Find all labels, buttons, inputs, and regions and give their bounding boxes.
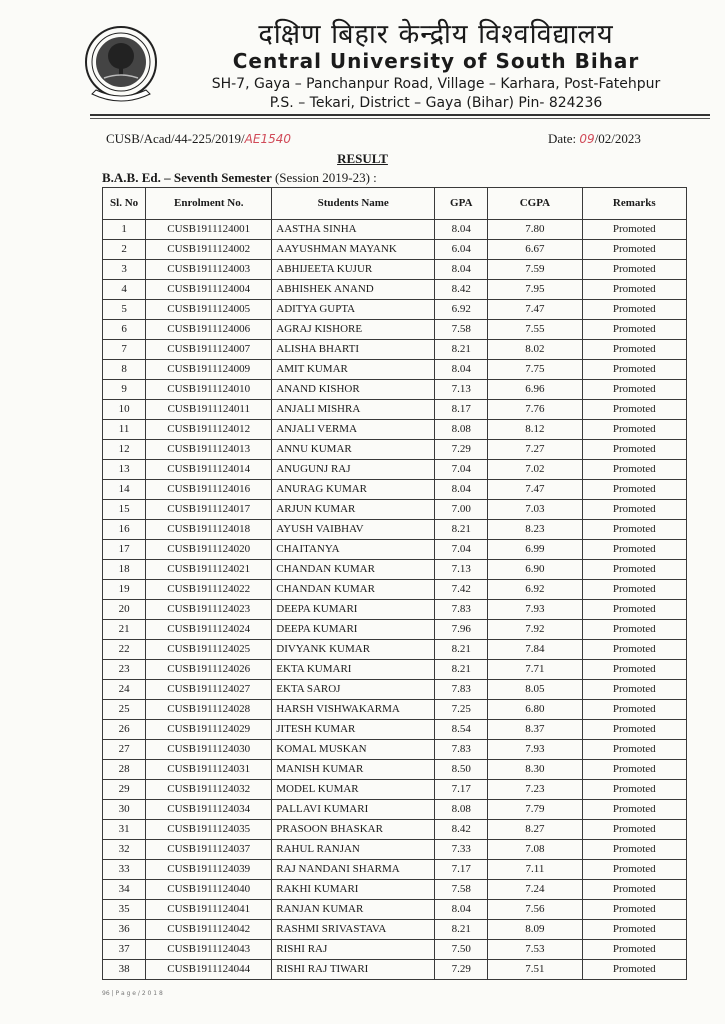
table-row	[103, 760, 687, 780]
row-gpa: 8.21	[435, 920, 488, 940]
row-sl-no: 26	[103, 720, 146, 740]
row-student-name: RISHI RAJ TIWARI	[272, 960, 435, 980]
row-remarks: Promoted	[582, 280, 686, 300]
table-row	[103, 220, 687, 240]
row-sl-no: 24	[103, 680, 146, 700]
table-header-row	[103, 188, 687, 220]
row-remarks: Promoted	[582, 500, 686, 520]
row-enrolment: CUSB1911124007	[146, 340, 272, 360]
header-cgpa: CGPA	[488, 188, 582, 220]
row-cgpa: 6.80	[488, 700, 582, 720]
program-subtitle	[102, 170, 377, 186]
table-row	[103, 520, 687, 540]
row-cgpa: 7.11	[488, 860, 582, 880]
row-student-name: AMIT KUMAR	[272, 360, 435, 380]
row-sl-no: 33	[103, 860, 146, 880]
table-row	[103, 400, 687, 420]
table-row	[103, 920, 687, 940]
row-cgpa: 7.92	[488, 620, 582, 640]
row-student-name: RAKHI KUMARI	[272, 880, 435, 900]
row-student-name: RISHI RAJ	[272, 940, 435, 960]
reference-handwritten: AE1540	[244, 132, 292, 146]
row-gpa: 7.29	[435, 440, 488, 460]
row-enrolment: CUSB1911124012	[146, 420, 272, 440]
row-student-name: RAJ NANDANI SHARMA	[272, 860, 435, 880]
row-enrolment: CUSB1911124002	[146, 240, 272, 260]
row-student-name: ANURAG KUMAR	[272, 480, 435, 500]
row-cgpa: 8.05	[488, 680, 582, 700]
row-cgpa: 7.53	[488, 940, 582, 960]
row-cgpa: 7.84	[488, 640, 582, 660]
table-row	[103, 940, 687, 960]
row-gpa: 8.50	[435, 760, 488, 780]
row-gpa: 7.83	[435, 680, 488, 700]
row-gpa: 7.33	[435, 840, 488, 860]
row-sl-no: 25	[103, 700, 146, 720]
row-remarks: Promoted	[582, 900, 686, 920]
table-row	[103, 840, 687, 860]
row-cgpa: 8.09	[488, 920, 582, 940]
row-sl-no: 19	[103, 580, 146, 600]
row-cgpa: 7.02	[488, 460, 582, 480]
row-student-name: JITESH KUMAR	[272, 720, 435, 740]
row-gpa: 7.96	[435, 620, 488, 640]
row-enrolment: CUSB1911124041	[146, 900, 272, 920]
table-row	[103, 440, 687, 460]
row-cgpa: 7.56	[488, 900, 582, 920]
row-remarks: Promoted	[582, 800, 686, 820]
row-student-name: AGRAJ KISHORE	[272, 320, 435, 340]
table-row	[103, 800, 687, 820]
row-gpa: 7.17	[435, 860, 488, 880]
row-cgpa: 7.93	[488, 600, 582, 620]
table-row	[103, 420, 687, 440]
table-row	[103, 720, 687, 740]
row-student-name: ANNU KUMAR	[272, 440, 435, 460]
row-gpa: 7.83	[435, 600, 488, 620]
row-enrolment: CUSB1911124024	[146, 620, 272, 640]
university-name-hindi: दक्षिण बिहार केन्द्रीय विश्वविद्यालय	[258, 19, 614, 50]
row-cgpa: 7.80	[488, 220, 582, 240]
row-gpa: 6.04	[435, 240, 488, 260]
table-row	[103, 280, 687, 300]
row-student-name: ALISHA BHARTI	[272, 340, 435, 360]
row-remarks: Promoted	[582, 780, 686, 800]
row-sl-no: 31	[103, 820, 146, 840]
row-gpa: 6.92	[435, 300, 488, 320]
row-enrolment: CUSB1911124011	[146, 400, 272, 420]
row-remarks: Promoted	[582, 620, 686, 640]
row-enrolment: CUSB1911124010	[146, 380, 272, 400]
table-row	[103, 640, 687, 660]
row-sl-no: 9	[103, 380, 146, 400]
row-cgpa: 8.02	[488, 340, 582, 360]
row-gpa: 8.17	[435, 400, 488, 420]
row-enrolment: CUSB1911124004	[146, 280, 272, 300]
row-student-name: PALLAVI KUMARI	[272, 800, 435, 820]
row-remarks: Promoted	[582, 400, 686, 420]
row-gpa: 7.58	[435, 320, 488, 340]
reference-number	[106, 131, 291, 147]
row-student-name: AASTHA SINHA	[272, 220, 435, 240]
row-sl-no: 7	[103, 340, 146, 360]
document-date	[548, 131, 641, 147]
row-enrolment: CUSB1911124017	[146, 500, 272, 520]
row-enrolment: CUSB1911124032	[146, 780, 272, 800]
row-cgpa: 6.92	[488, 580, 582, 600]
table-row	[103, 900, 687, 920]
row-sl-no: 34	[103, 880, 146, 900]
row-sl-no: 27	[103, 740, 146, 760]
row-enrolment: CUSB1911124014	[146, 460, 272, 480]
row-cgpa: 6.99	[488, 540, 582, 560]
row-gpa: 7.17	[435, 780, 488, 800]
row-student-name: KOMAL MUSKAN	[272, 740, 435, 760]
row-gpa: 8.04	[435, 220, 488, 240]
table-body	[103, 220, 687, 980]
row-cgpa: 8.37	[488, 720, 582, 740]
row-student-name: ABHIJEETA KUJUR	[272, 260, 435, 280]
row-enrolment: CUSB1911124042	[146, 920, 272, 940]
row-sl-no: 3	[103, 260, 146, 280]
row-remarks: Promoted	[582, 340, 686, 360]
table-row	[103, 860, 687, 880]
row-cgpa: 7.08	[488, 840, 582, 860]
row-student-name: ANJALI VERMA	[272, 420, 435, 440]
row-cgpa: 7.47	[488, 300, 582, 320]
row-student-name: PRASOON BHASKAR	[272, 820, 435, 840]
row-gpa: 7.00	[435, 500, 488, 520]
row-cgpa: 7.55	[488, 320, 582, 340]
row-cgpa: 7.76	[488, 400, 582, 420]
row-sl-no: 20	[103, 600, 146, 620]
row-gpa: 7.50	[435, 940, 488, 960]
university-logo	[82, 24, 160, 108]
row-remarks: Promoted	[582, 640, 686, 660]
row-sl-no: 30	[103, 800, 146, 820]
row-sl-no: 10	[103, 400, 146, 420]
row-cgpa: 7.75	[488, 360, 582, 380]
header-rule-thin	[90, 118, 710, 119]
row-student-name: ANJALI MISHRA	[272, 400, 435, 420]
row-gpa: 8.04	[435, 480, 488, 500]
row-remarks: Promoted	[582, 460, 686, 480]
table-row	[103, 480, 687, 500]
row-enrolment: CUSB1911124030	[146, 740, 272, 760]
row-remarks: Promoted	[582, 720, 686, 740]
table-row	[103, 460, 687, 480]
table-row	[103, 880, 687, 900]
row-remarks: Promoted	[582, 660, 686, 680]
row-remarks: Promoted	[582, 860, 686, 880]
table-row	[103, 380, 687, 400]
row-cgpa: 7.47	[488, 480, 582, 500]
row-enrolment: CUSB1911124005	[146, 300, 272, 320]
row-gpa: 7.25	[435, 700, 488, 720]
table-row	[103, 600, 687, 620]
table-row	[103, 560, 687, 580]
header-enrolment: Enrolment No.	[146, 188, 272, 220]
row-enrolment: CUSB1911124003	[146, 260, 272, 280]
row-gpa: 7.13	[435, 380, 488, 400]
row-student-name: CHANDAN KUMAR	[272, 560, 435, 580]
table-row	[103, 700, 687, 720]
page-footer: 96 | P a g e / 2 0 1 8	[102, 990, 163, 997]
row-student-name: DEEPA KUMARI	[272, 600, 435, 620]
date-label: Date:	[548, 131, 580, 146]
table-row	[103, 360, 687, 380]
address-line-1: SH-7, Gaya – Panchanpur Road, Village – Karhara, Post-Fatehpur	[211, 76, 661, 92]
row-gpa: 7.13	[435, 560, 488, 580]
header-student-name: Students Name	[272, 188, 435, 220]
row-sl-no: 5	[103, 300, 146, 320]
row-student-name: ANUGUNJ RAJ	[272, 460, 435, 480]
row-remarks: Promoted	[582, 560, 686, 580]
row-sl-no: 11	[103, 420, 146, 440]
row-gpa: 8.42	[435, 280, 488, 300]
row-sl-no: 15	[103, 500, 146, 520]
header-remarks: Remarks	[582, 188, 686, 220]
row-student-name: MODEL KUMAR	[272, 780, 435, 800]
header-sl-no: Sl. No	[103, 188, 146, 220]
row-gpa: 8.21	[435, 340, 488, 360]
row-sl-no: 38	[103, 960, 146, 980]
row-sl-no: 17	[103, 540, 146, 560]
university-name-english: Central University of South Bihar	[232, 49, 640, 73]
row-sl-no: 2	[103, 240, 146, 260]
row-gpa: 8.04	[435, 360, 488, 380]
row-enrolment: CUSB1911124043	[146, 940, 272, 960]
row-student-name: AAYUSHMAN MAYANK	[272, 240, 435, 260]
row-sl-no: 13	[103, 460, 146, 480]
date-printed: /02/2023	[594, 131, 641, 146]
row-remarks: Promoted	[582, 940, 686, 960]
row-cgpa: 8.30	[488, 760, 582, 780]
row-sl-no: 6	[103, 320, 146, 340]
row-remarks: Promoted	[582, 240, 686, 260]
row-cgpa: 8.23	[488, 520, 582, 540]
row-remarks: Promoted	[582, 360, 686, 380]
row-enrolment: CUSB1911124021	[146, 560, 272, 580]
row-remarks: Promoted	[582, 480, 686, 500]
row-cgpa: 7.79	[488, 800, 582, 820]
row-gpa: 7.42	[435, 580, 488, 600]
row-gpa: 8.08	[435, 800, 488, 820]
row-remarks: Promoted	[582, 520, 686, 540]
row-cgpa: 8.27	[488, 820, 582, 840]
row-enrolment: CUSB1911124044	[146, 960, 272, 980]
row-cgpa: 7.71	[488, 660, 582, 680]
row-student-name: ABHISHEK ANAND	[272, 280, 435, 300]
row-gpa: 8.04	[435, 900, 488, 920]
header-gpa: GPA	[435, 188, 488, 220]
row-student-name: RANJAN KUMAR	[272, 900, 435, 920]
row-remarks: Promoted	[582, 380, 686, 400]
row-sl-no: 16	[103, 520, 146, 540]
row-enrolment: CUSB1911124025	[146, 640, 272, 660]
row-sl-no: 14	[103, 480, 146, 500]
row-gpa: 7.58	[435, 880, 488, 900]
row-sl-no: 32	[103, 840, 146, 860]
row-enrolment: CUSB1911124031	[146, 760, 272, 780]
row-sl-no: 4	[103, 280, 146, 300]
row-gpa: 8.08	[435, 420, 488, 440]
row-enrolment: CUSB1911124028	[146, 700, 272, 720]
row-sl-no: 18	[103, 560, 146, 580]
table-row	[103, 580, 687, 600]
row-remarks: Promoted	[582, 760, 686, 780]
row-student-name: ARJUN KUMAR	[272, 500, 435, 520]
row-student-name: EKTA SAROJ	[272, 680, 435, 700]
row-student-name: CHANDAN KUMAR	[272, 580, 435, 600]
row-student-name: AYUSH VAIBHAV	[272, 520, 435, 540]
row-remarks: Promoted	[582, 840, 686, 860]
row-enrolment: CUSB1911124039	[146, 860, 272, 880]
table-row	[103, 500, 687, 520]
row-cgpa: 8.12	[488, 420, 582, 440]
row-cgpa: 6.67	[488, 240, 582, 260]
row-enrolment: CUSB1911124022	[146, 580, 272, 600]
row-sl-no: 23	[103, 660, 146, 680]
row-sl-no: 35	[103, 900, 146, 920]
row-enrolment: CUSB1911124001	[146, 220, 272, 240]
table-row	[103, 340, 687, 360]
row-enrolment: CUSB1911124029	[146, 720, 272, 740]
row-gpa: 8.21	[435, 520, 488, 540]
table-row	[103, 960, 687, 980]
row-sl-no: 21	[103, 620, 146, 640]
table-row	[103, 820, 687, 840]
row-remarks: Promoted	[582, 960, 686, 980]
row-gpa: 8.54	[435, 720, 488, 740]
row-student-name: DIVYANK KUMAR	[272, 640, 435, 660]
results-table	[102, 187, 687, 980]
document-title: RESULT	[337, 151, 388, 166]
date-handwritten: 09	[579, 132, 595, 146]
reference-printed: CUSB/Acad/44-225/2019/	[106, 131, 245, 146]
row-student-name: RAHUL RANJAN	[272, 840, 435, 860]
row-enrolment: CUSB1911124027	[146, 680, 272, 700]
row-enrolment: CUSB1911124016	[146, 480, 272, 500]
letterhead	[82, 16, 702, 116]
row-cgpa: 7.24	[488, 880, 582, 900]
row-student-name: ANAND KISHOR	[272, 380, 435, 400]
table-row	[103, 260, 687, 280]
row-remarks: Promoted	[582, 880, 686, 900]
row-student-name: MANISH KUMAR	[272, 760, 435, 780]
row-student-name: HARSH VISHWAKARMA	[272, 700, 435, 720]
row-remarks: Promoted	[582, 440, 686, 460]
row-enrolment: CUSB1911124034	[146, 800, 272, 820]
row-sl-no: 1	[103, 220, 146, 240]
row-enrolment: CUSB1911124018	[146, 520, 272, 540]
row-cgpa: 7.03	[488, 500, 582, 520]
row-remarks: Promoted	[582, 220, 686, 240]
row-student-name: DEEPA KUMARI	[272, 620, 435, 640]
row-sl-no: 28	[103, 760, 146, 780]
table-row	[103, 240, 687, 260]
row-sl-no: 22	[103, 640, 146, 660]
row-gpa: 7.83	[435, 740, 488, 760]
row-gpa: 7.29	[435, 960, 488, 980]
row-gpa: 7.04	[435, 540, 488, 560]
row-remarks: Promoted	[582, 700, 686, 720]
row-remarks: Promoted	[582, 540, 686, 560]
row-sl-no: 12	[103, 440, 146, 460]
row-gpa: 8.21	[435, 660, 488, 680]
row-remarks: Promoted	[582, 820, 686, 840]
row-remarks: Promoted	[582, 600, 686, 620]
row-cgpa: 6.96	[488, 380, 582, 400]
row-cgpa: 7.27	[488, 440, 582, 460]
row-remarks: Promoted	[582, 300, 686, 320]
row-sl-no: 29	[103, 780, 146, 800]
row-enrolment: CUSB1911124006	[146, 320, 272, 340]
row-remarks: Promoted	[582, 420, 686, 440]
row-student-name: EKTA KUMARI	[272, 660, 435, 680]
row-cgpa: 7.51	[488, 960, 582, 980]
row-enrolment: CUSB1911124020	[146, 540, 272, 560]
row-enrolment: CUSB1911124026	[146, 660, 272, 680]
row-sl-no: 37	[103, 940, 146, 960]
row-cgpa: 7.23	[488, 780, 582, 800]
table-row	[103, 300, 687, 320]
row-enrolment: CUSB1911124040	[146, 880, 272, 900]
table-row	[103, 660, 687, 680]
row-enrolment: CUSB1911124009	[146, 360, 272, 380]
row-gpa: 8.42	[435, 820, 488, 840]
table-row	[103, 620, 687, 640]
header-rule	[90, 114, 710, 116]
row-cgpa: 6.90	[488, 560, 582, 580]
table-row	[103, 680, 687, 700]
table-row	[103, 780, 687, 800]
row-enrolment: CUSB1911124037	[146, 840, 272, 860]
row-cgpa: 7.59	[488, 260, 582, 280]
row-sl-no: 36	[103, 920, 146, 940]
row-cgpa: 7.95	[488, 280, 582, 300]
row-gpa: 8.21	[435, 640, 488, 660]
row-cgpa: 7.93	[488, 740, 582, 760]
row-remarks: Promoted	[582, 260, 686, 280]
row-remarks: Promoted	[582, 680, 686, 700]
row-enrolment: CUSB1911124035	[146, 820, 272, 840]
table-row	[103, 540, 687, 560]
row-enrolment: CUSB1911124013	[146, 440, 272, 460]
row-gpa: 7.04	[435, 460, 488, 480]
row-remarks: Promoted	[582, 580, 686, 600]
row-student-name: ADITYA GUPTA	[272, 300, 435, 320]
row-remarks: Promoted	[582, 740, 686, 760]
program-name: B.A.B. Ed. – Seventh Semester	[102, 170, 272, 185]
table-row	[103, 740, 687, 760]
table-row	[103, 320, 687, 340]
address-line-2: P.S. – Tekari, District – Gaya (Bihar) Pin- 824236	[269, 95, 603, 111]
row-remarks: Promoted	[582, 320, 686, 340]
row-sl-no: 8	[103, 360, 146, 380]
row-gpa: 8.04	[435, 260, 488, 280]
row-student-name: CHAITANYA	[272, 540, 435, 560]
session-text: (Session 2019-23) :	[271, 170, 377, 185]
row-enrolment: CUSB1911124023	[146, 600, 272, 620]
row-student-name: RASHMI SRIVASTAVA	[272, 920, 435, 940]
row-remarks: Promoted	[582, 920, 686, 940]
